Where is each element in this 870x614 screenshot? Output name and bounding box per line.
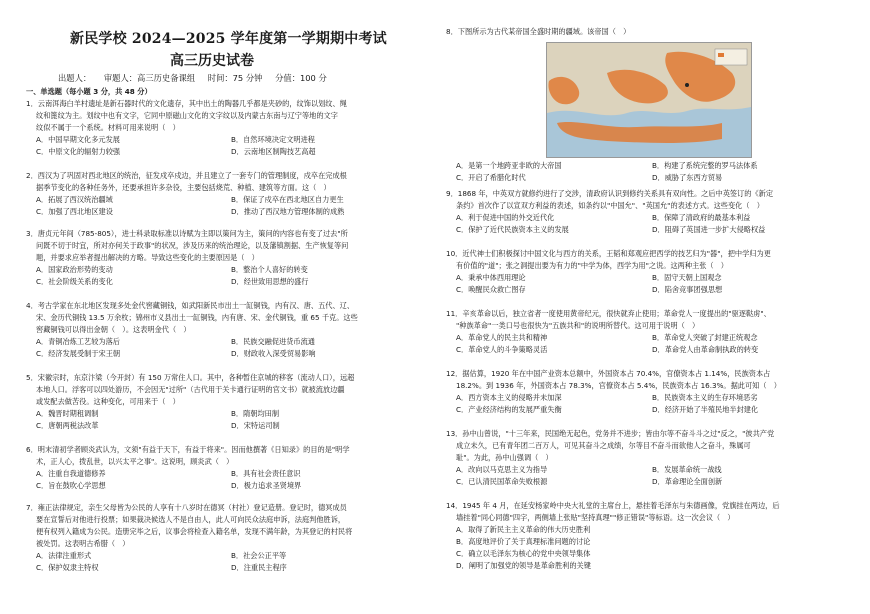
q3-option-b[interactable]: B．整治个人喜好的转变: [231, 265, 308, 274]
question-7: [26, 502, 426, 574]
q13-option-c[interactable]: C．已认清民国革命失败根源: [456, 477, 548, 486]
question-9: [446, 188, 848, 236]
q11-option-b[interactable]: B．革命党人突破了封建正统观念: [652, 333, 758, 342]
q3-line: 问既不切于时宜，所对亦何关于政事"的状况，涉及历来的统治理论，以及藩镇割据、生产恢复等问: [36, 241, 349, 250]
q12-option-a[interactable]: A．西方资本主义的侵略并未加深: [456, 393, 562, 402]
q6-option-b[interactable]: B．具有社会责任意识: [231, 469, 301, 478]
q12-option-c[interactable]: C．产业经济结构的发展严重失衡: [456, 405, 562, 414]
q14-option-c[interactable]: C．确立以毛泽东为核心的党中央领导集体: [456, 549, 591, 558]
question-8-options: [446, 160, 848, 184]
q12-option-b[interactable]: B．民族资本主义的生存环境恶劣: [652, 393, 758, 402]
q3-line: 3．唐贞元年间（785-805），进士科录取标准以诗赋为主即以策问为主，策问的内容也有变了过去"所: [26, 229, 348, 238]
q11-option-a[interactable]: A．革命党人的民主共和精神: [456, 333, 548, 342]
q8-option-d[interactable]: D．威胁了东西方贸易: [652, 173, 723, 182]
q9-option-b[interactable]: B．保障了清政府的最基本利益: [652, 213, 751, 222]
score: 分值：100 分: [275, 73, 327, 83]
q12-line: 12．据估算，1920 年在中国产业资本总额中，外国资本占 70.4%，官僚资本占 1.14%，民族资本占: [446, 369, 771, 378]
q6-option-d[interactable]: D．极力追求圣贤境界: [231, 481, 302, 490]
q14-option-a[interactable]: A．取得了新民主主义革命的伟大历史胜利: [456, 525, 591, 534]
q5-option-c[interactable]: C．唐朝两税法改革: [36, 421, 99, 430]
reviewer: 审题人：高三历史备课组: [103, 73, 196, 83]
q11-option-d[interactable]: D．革命党人由革命制执政的转变: [652, 345, 759, 354]
q7-line: 要在宣誓后对他进行投票；如果裁决候选人不是自由人，此人可向民众法庭申诉，法庭判他胜诉，: [36, 515, 346, 524]
question-13: [446, 428, 848, 488]
q3-line: 题，并要求应举者提出解决的方略。导致这些变化的主要原因是（ ）: [36, 253, 259, 262]
question-3: [26, 228, 426, 288]
q4-option-a[interactable]: A．青铜冶炼工艺较为落后: [36, 337, 120, 346]
q11-line: 11．辛亥革命以后，独立省者一度使用黄帝纪元，很快就弃止使用；革命党人一度提出的"驱逐鞑虏"、: [446, 309, 771, 318]
q5-line: 或发配去做苦役。这种变化，可用来于（ ）: [36, 397, 180, 406]
q9-option-c[interactable]: C．保护了近代民族资本主义的发展: [456, 225, 569, 234]
q10-option-c[interactable]: C．唤醒民众救亡图存: [456, 285, 526, 294]
q3-option-c[interactable]: C．社会阶级关系的变化: [36, 277, 113, 286]
q1-option-c[interactable]: C．中原文化的辐射力较强: [36, 147, 121, 156]
q1-line: 纹和篦纹为主。划纹中也有文字，它同中原磁山文化的文字纹以及内蒙古东南与辽宁等地的文字: [36, 111, 338, 120]
q12-line: 18.2%。到 1936 年，外国资本占 78.3%，官僚资本占 5.4%，民族资本占 16.3%。据此可知（ ）: [456, 381, 781, 390]
exam-subtitle: 高三历史试卷: [170, 53, 254, 69]
q5-option-b[interactable]: B．隋朝均田制: [231, 409, 280, 418]
q8-option-b[interactable]: B．构建了系统完整的罗马法体系: [652, 161, 758, 170]
q13-line: 13．孙中山曾说，"十三年来，民国绝无起色，党务并不进步；皆由尔等不奋斗斗之过"反之，"彼共产党: [446, 429, 775, 438]
q1-line: 1．云南洱海白羊村遗址是新石器时代的文化遗存，其中出土的陶器几乎都是夹砂的，纹饰以划纹、绳: [26, 99, 347, 108]
question-11: [446, 308, 848, 356]
q5-option-d[interactable]: D．宋特运司制: [231, 421, 280, 430]
q9-option-d[interactable]: D．阻碍了英国进一步扩大侵略权益: [652, 225, 766, 234]
question-4: [26, 300, 426, 360]
q10-option-a[interactable]: A．秉承中体西用理论: [456, 273, 526, 282]
q13-option-d[interactable]: D．革命理论全面创新: [652, 477, 723, 486]
q1-line: 纹似不属于一个系统。材料可用来说明（ ）: [36, 123, 180, 132]
q7-line: 7．雍正法律规定，亲生父母皆为公民的人享有十八岁时在德冥（村社）登记造册。登记时，德冥成员: [26, 503, 347, 512]
q5-line: 本地人口。浮客可以四处游历，不会因无"过所"（古代用于关卡通行证明的官文书）就被流放边疆: [36, 385, 345, 394]
q7-option-a[interactable]: A．法律注重形式: [36, 551, 92, 560]
q1-option-d[interactable]: D．云南地区制陶技艺高超: [231, 147, 316, 156]
q10-option-b[interactable]: B．固守天朝上国观念: [652, 273, 722, 282]
time: 时间：75 分钟: [207, 73, 263, 83]
q4-line: 窖藏铜钱可以得出金朝（ ）。这表明金代（ ）: [36, 325, 191, 334]
section-heading: 一、单选题（每小题 3 分，共 48 分）: [26, 87, 152, 96]
q14-option-d[interactable]: D．阐明了加强党的领导是革命胜利的关键: [456, 561, 591, 570]
q12-option-d[interactable]: D．经济开始了半殖民地半封建化: [652, 405, 759, 414]
q14-line: 14．1945 年 4 月，在延安杨家岭中央大礼堂的主席台上，悬挂着毛泽东与朱德画像，党旗挂在两边，后: [446, 501, 780, 510]
q5-option-a[interactable]: A．魏晋时期租调制: [36, 409, 99, 418]
q9-option-a[interactable]: A．利于促进中国的外交近代化: [456, 213, 555, 222]
q1-option-b[interactable]: B．自然环境决定文明进程: [231, 135, 315, 144]
q3-option-a[interactable]: A．国家政治形势的变动: [36, 265, 113, 274]
question-2: [26, 170, 426, 218]
question-8: [446, 26, 848, 38]
question-10: [446, 248, 848, 296]
q5-line: 5．宋徽宗时，东京汴梁（今开封）有 150 万常住人口。其中，各种暂住京城的移客（流动人口），远超: [26, 373, 355, 382]
q3-option-d[interactable]: D．经世致用思想的盛行: [231, 277, 309, 286]
q13-line: 耻"。为此，孙中山强调（ ）: [456, 453, 553, 462]
q2-option-b[interactable]: B．保证了戍卒在西北地区自力更生: [231, 195, 344, 204]
q2-option-d[interactable]: D．推动了西汉地方管理体制的成熟: [231, 207, 345, 216]
q9-line: 9．1868 年，中英双方就修约进行了交涉，清政府认识到修约关系具有双向性。之后中英签订的《新定: [446, 189, 774, 198]
q11-line: "种族革命"一类口号也很快为"五族共和"的说明所替代。这可用于说明（ ）: [456, 321, 700, 330]
question-1: [26, 98, 426, 158]
q8-option-a[interactable]: A．是第一个地跨亚非欧的大帝国: [456, 161, 562, 170]
q10-line: 有价值的"道"；张之洞提出要为有力的"中学为体，西学为用"之说。这两种主张（ ）: [456, 261, 728, 270]
q2-line: 据季节变化的各种任务外，还要承担许多杂役，主要包括烧荒、种植、建筑等方面。这（ ）: [36, 183, 331, 192]
q4-line: 宋、金历代铜钱 13.5 万余枚；锦州市义县出土一缸铜钱，内有唐、宋、金代铜钱，重 65 千克。这些: [36, 313, 358, 322]
q14-option-b[interactable]: B．高度地评价了关于真理标准问题的讨论: [456, 537, 591, 546]
q10-line: 10．近代神士们积极探讨中国文化与西方的关系，王韬和郑观应把西学的技艺归为"器"，把中学归为更: [446, 249, 771, 258]
q7-option-b[interactable]: B．社会公正平等: [231, 551, 287, 560]
q7-line: 便有权列入籍成为公民。造册完毕之后，议事会将检查入籍名单，发现不满年龄，为其登记的村民将: [36, 527, 353, 536]
q2-option-c[interactable]: C．加强了西北地区建设: [36, 207, 113, 216]
q6-line: 术，正人心，拨乱世，以兴太平之事"。这说明，顾炎武（ ）: [36, 457, 234, 466]
q6-line: 6．明末清初学者顾炎武认为，文须"有益于天下，有益于将来"。因而他撰著《日知录》的目的是"明学: [26, 445, 350, 454]
q7-option-c[interactable]: C．保护奴隶主特权: [36, 563, 99, 572]
q2-line: 2．西汉为了巩固对西北地区的统治，征发戍卒戍边，并且建立了一套专门的管理制度，戍卒在完成根: [26, 171, 347, 180]
q4-line: 4．考古学家在东北地区发现多处金代窖藏铜钱，如武阳新民市出土一缸铜钱，内有汉、唐、五代、辽、: [26, 301, 355, 310]
q4-option-c[interactable]: C．经济发展受制于宋王朝: [36, 349, 121, 358]
q4-option-b[interactable]: B．民族交融促进货币流通: [231, 337, 315, 346]
q4-option-d[interactable]: D．财政收入深受贸易影响: [231, 349, 316, 358]
q8-stem: 8．下图所示为古代某帝国全盛时期的疆域。该帝国（ ）: [446, 27, 631, 36]
question-5: [26, 372, 426, 432]
q13-option-a[interactable]: A．改向以马克思主义为指导: [456, 465, 548, 474]
question-12: [446, 368, 848, 416]
empire-map-image: [546, 42, 752, 158]
right-column: [446, 0, 848, 614]
q13-option-b[interactable]: B．发展革命统一战线: [652, 465, 722, 474]
q9-line: 条约》首次作了以宣双方利益的表述，如条约以"中国允"、"英国允"的表述方式。这些变化（ ）: [456, 201, 764, 210]
q7-option-d[interactable]: D．注重民主程序: [231, 563, 287, 572]
q6-option-a[interactable]: A．注重自我道德修养: [36, 469, 106, 478]
q13-line: 成立未久，已有青年团二百万人，可见其奋斗之成绩，尔等目不奋斗而欲他人之奋斗，殊属可: [456, 441, 751, 450]
q7-line: 被处罚。这表明古希腊（ ）: [36, 539, 130, 548]
q6-option-c[interactable]: C．旨在鼓吹心学思想: [36, 481, 106, 490]
setter: 出题人：: [58, 73, 92, 83]
q10-option-d[interactable]: D．陷舍竞事团强思想: [652, 285, 723, 294]
left-column: [26, 0, 426, 614]
q1-option-a[interactable]: A．中国早期文化多元发展: [36, 135, 120, 144]
q11-option-c[interactable]: C．革命党人的斗争策略灵活: [456, 345, 548, 354]
question-14: [446, 500, 848, 572]
q2-option-a[interactable]: A．拓展了西汉统治疆域: [36, 195, 113, 204]
q14-line: 墙挂着"同心同德"四字，两侧墙上张贴"坚持真理""修正错误"等标语。这一次会议（ ）: [456, 513, 735, 522]
exam-title: 新民学校 2024—2025 学年度第一学期期中考试: [70, 31, 387, 47]
question-6: [26, 444, 426, 492]
q8-option-c[interactable]: C．开启了希腊化时代: [456, 173, 526, 182]
